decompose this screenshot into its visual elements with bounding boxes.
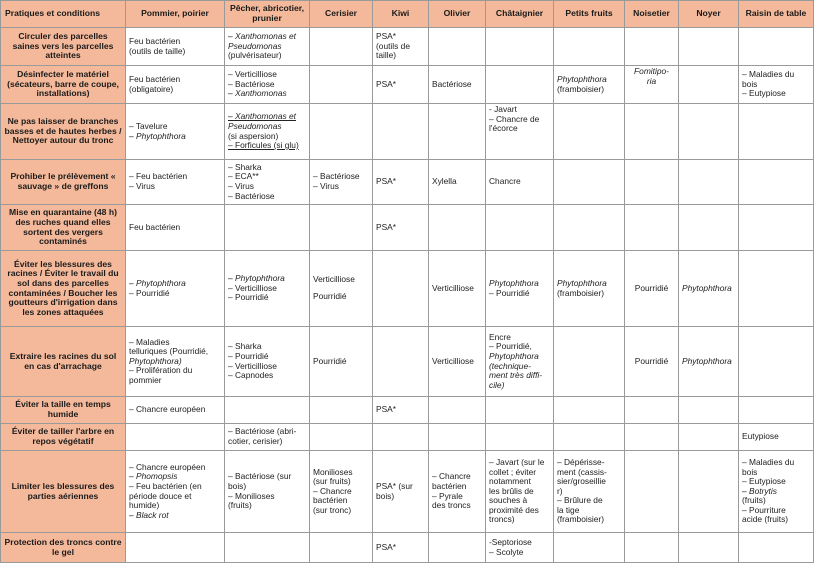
cell-noisetier [625,533,679,563]
cell-pommier: – Tavelure – Phytophthora [126,104,225,160]
cell-chataignier [486,205,554,251]
row-label: Éviter les blessures des racines / Éviter le travail du sol dans des parcelles contaminées / Boucher les goutteurs d'irrigation dans les zones attaquées [1,251,126,327]
table-row [1,28,814,66]
cell-olivier [429,533,486,563]
cell-olivier [429,397,486,424]
cell-noisetier: Pourridié [625,327,679,397]
cell-noyer [679,424,739,451]
row-label: Désinfecter le matériel (sécateurs, barre de coupe, installations) [1,66,126,104]
cell-kiwi: PSA* [373,397,429,424]
cell-cerisier [310,424,373,451]
cell-olivier: Verticilliose [429,251,486,327]
cell-chataignier: Phytophthora – Pourridié [486,251,554,327]
header-practices: Pratiques et conditions [1,1,126,28]
cell-kiwi: PSA* [373,160,429,205]
cell-noyer [679,533,739,563]
cell-chataignier [486,66,554,104]
cell-pecher: – Xanthomonas et Pseudomonas (pulvérisateur) [225,28,310,66]
cell-noisetier [625,205,679,251]
cell-olivier [429,424,486,451]
cell-olivier [429,104,486,160]
cell-petits-fruits [554,327,625,397]
cell-kiwi: PSA* [373,66,429,104]
table-row [1,251,814,327]
cell-pecher [225,397,310,424]
cell-petits-fruits [554,424,625,451]
cell-kiwi [373,251,429,327]
cell-olivier: Verticilliose [429,327,486,397]
cell-petits-fruits: Phytophthora (framboisier) [554,66,625,104]
cell-olivier [429,205,486,251]
cell-kiwi [373,104,429,160]
table-row [1,327,814,397]
cell-cerisier [310,66,373,104]
cell-raisin [739,533,814,563]
table-row [1,66,814,104]
cell-pecher: – Bactériose (sur bois) – Monilioses (fruits) [225,451,310,533]
cell-noisetier [625,28,679,66]
cell-pommier: – Chancre européen [126,397,225,424]
cell-chataignier [486,424,554,451]
table-row [1,397,814,424]
row-label: Extraire les racines du sol en cas d'arrachage [1,327,126,397]
cell-olivier: Bactériose [429,66,486,104]
cell-kiwi [373,327,429,397]
cell-petits-fruits [554,160,625,205]
cell-petits-fruits: Phytophthora (framboisier) [554,251,625,327]
cell-noyer: Phytophthora [679,251,739,327]
cell-cerisier [310,533,373,563]
header-cerisier: Cerisier [310,1,373,28]
table-row [1,424,814,451]
cell-pommier: – Phytophthora – Pourridié [126,251,225,327]
cell-petits-fruits [554,28,625,66]
cell-pecher: – Xanthomonas et Pseudomonas (si aspersion) – Forficules (si glu) [225,104,310,160]
cell-raisin: Eutypiose [739,424,814,451]
cell-noisetier [625,451,679,533]
cell-raisin [739,327,814,397]
cell-cerisier: – Bactériose – Virus [310,160,373,205]
row-label: Circuler des parcelles saines vers les parcelles atteintes [1,28,126,66]
table-row [1,533,814,563]
cell-raisin: – Maladies du bois – Eutypiose – Botrytis (fruits) – Pourriture acide (fruits) [739,451,814,533]
cell-noyer [679,205,739,251]
cell-pommier: Feu bactérien [126,205,225,251]
cell-petits-fruits: – Dépérisse- ment (cassis- sier/groseillie r) – Brûlure de la tige (framboisier) [554,451,625,533]
cell-petits-fruits [554,397,625,424]
cell-noisetier [625,160,679,205]
row-label: Protection des troncs contre le gel [1,533,126,563]
cell-noyer [679,66,739,104]
cell-pommier: Feu bactérien (obligatoire) [126,66,225,104]
cell-kiwi: PSA* [373,533,429,563]
cell-noyer [679,160,739,205]
header-raisin: Raisin de table [739,1,814,28]
cell-pecher: – Sharka – Pourridié – Verticilliose – Capnodes [225,327,310,397]
cell-raisin [739,28,814,66]
cell-noisetier: Fomitipo- ria [625,66,679,104]
cell-pecher [225,533,310,563]
cell-cerisier [310,28,373,66]
cell-pecher: – Bactériose (abri- cotier, cerisier) [225,424,310,451]
cell-cerisier: Monilioses (sur fruits) – Chancre bactérien (sur tronc) [310,451,373,533]
row-label: Éviter la taille en temps humide [1,397,126,424]
cell-petits-fruits [554,104,625,160]
table-row [1,104,814,160]
cell-chataignier: Chancre [486,160,554,205]
header-noisetier: Noisetier [625,1,679,28]
cell-noisetier: Pourridié [625,251,679,327]
cell-pommier: – Maladies telluriques (Pourridié, Phytophthora) – Prolifération du pommier [126,327,225,397]
cell-noyer [679,28,739,66]
header-petits-fruits: Petits fruits [554,1,625,28]
cell-cerisier [310,205,373,251]
cell-noyer [679,397,739,424]
cell-petits-fruits [554,205,625,251]
cell-pecher: – Verticilliose – Bactériose – Xanthomonas [225,66,310,104]
cell-pommier [126,424,225,451]
header-chataignier: Châtaignier [486,1,554,28]
cell-cerisier: Pourridié [310,327,373,397]
header-pecher: Pêcher, abricotier, prunier [225,1,310,28]
row-label: Limiter les blessures des parties aériennes [1,451,126,533]
cell-raisin [739,205,814,251]
cell-petits-fruits [554,533,625,563]
cell-chataignier: - Javart – Chancre de l'écorce [486,104,554,160]
cell-raisin [739,104,814,160]
table-row [1,160,814,205]
cell-noyer [679,104,739,160]
cell-noyer: Phytophthora [679,327,739,397]
cell-pecher [225,205,310,251]
cell-cerisier [310,104,373,160]
cell-noisetier [625,397,679,424]
cell-pommier: Feu bactérien (outils de taille) [126,28,225,66]
cell-olivier: – Chancre bactérien – Pyrale des troncs [429,451,486,533]
cell-raisin: – Maladies du bois – Eutypiose [739,66,814,104]
cell-pommier: – Feu bactérien – Virus [126,160,225,205]
cell-olivier: Xylella [429,160,486,205]
header-olivier: Olivier [429,1,486,28]
cell-raisin [739,160,814,205]
cell-noyer [679,451,739,533]
header-noyer: Noyer [679,1,739,28]
cell-chataignier: – Javart (sur le collet ; éviter notamment les brûlis de souches à proximité des troncs) [486,451,554,533]
cell-chataignier: -Septoriose – Scolyte [486,533,554,563]
cell-chataignier [486,28,554,66]
header-row [1,1,814,28]
header-pommier: Pommier, poirier [126,1,225,28]
cell-raisin [739,397,814,424]
row-label: Mise en quarantaine (48 h) des ruches quand elles sortent des vergers contaminés [1,205,126,251]
cell-noisetier [625,104,679,160]
cell-kiwi: PSA* (outils de taille) [373,28,429,66]
cell-cerisier [310,397,373,424]
cell-pommier: – Chancre européen – Phomopsis – Feu bactérien (en période douce et humide) – Black rot [126,451,225,533]
cell-kiwi: PSA* [373,205,429,251]
cell-noisetier [625,424,679,451]
cell-olivier [429,28,486,66]
cell-pecher: – Sharka – ECA** – Virus – Bactériose [225,160,310,205]
row-label: Éviter de tailler l'arbre en repos végétatif [1,424,126,451]
cell-kiwi: PSA* (sur bois) [373,451,429,533]
cell-pecher: – Phytophthora – Verticilliose – Pourridié [225,251,310,327]
cell-raisin [739,251,814,327]
cell-cerisier: Verticilliose Pourridié [310,251,373,327]
cell-chataignier [486,397,554,424]
row-label: Prohiber le prélèvement « sauvage » de greffons [1,160,126,205]
cell-chataignier: Encre – Pourridié, Phytophthora (technique- ment très diffi- cile) [486,327,554,397]
row-label: Ne pas laisser de branches basses et de hautes herbes / Nettoyer autour du tronc [1,104,126,160]
cell-kiwi [373,424,429,451]
table-row [1,205,814,251]
header-kiwi: Kiwi [373,1,429,28]
cell-pommier [126,533,225,563]
table-row [1,451,814,533]
